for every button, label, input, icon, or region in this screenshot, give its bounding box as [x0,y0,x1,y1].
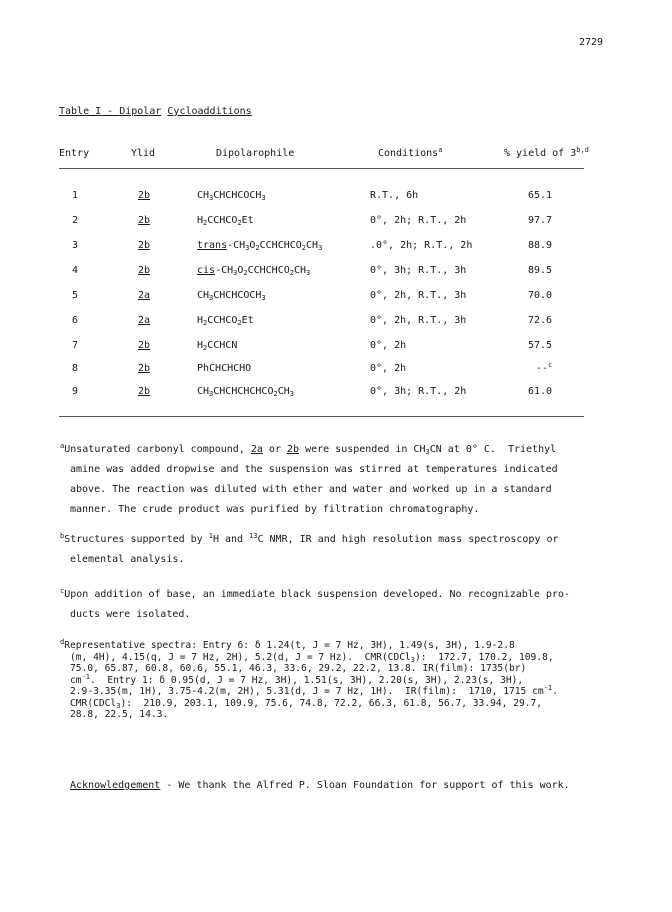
cell-yield [536,363,552,374]
cell-ylid: 2b [138,340,151,351]
cell-dipolarophile: $H_2CCHCN$ [197,340,238,352]
footnote-line: $cm^{-1}$. Entry 1: δ 0.95(d, J = 7 Hz, 3H), 1.51(s, 3H), 2.20(s, 3H), 2.23(s, 3H), [70,672,524,686]
table-title-word2: Cycloadditions [167,106,252,117]
cell-yield: 72.6 [528,315,553,326]
cell-yield-text: -- [536,363,549,374]
cell-conditions: 0°, 3h; R.T., 3h [370,265,467,276]
table-title-word1: Dipolar [119,106,162,117]
table-title-prefix: Table I - [59,106,120,117]
footnote-line: $^d$Representative spectra: Entry 6: δ 1.24(t, J = 7 Hz, 3H), 1.49(s, 3H), 1.9-2.8 [60,638,515,651]
footnote-label: a [60,442,65,450]
footnote-c [60,585,582,625]
footnote-line: 28.8, 22.5, 14.3. [70,709,169,720]
cell-entry: 6 [72,315,79,326]
cell-dipolarophile: trans-$CH_3O_2CCHCHCO_2CH_3$ [197,240,323,252]
footnote-line: 75.0, 65.87, 60.8, 60.6, 55.1, 46.3, 33.6, 29.2, 22.2, 13.8. IR(film): 1735(br) [70,663,527,674]
header-conditions [378,148,442,159]
cell-conditions: 0°, 2h; R.T., 2h [370,215,467,226]
acknowledgement-label: Acknowledgement [70,780,161,791]
footnote-a [60,440,582,520]
footnote-line: (m, 4H), 4.15(q, J = 7 Hz, 2H), 5.2(d, J = 7 Hz). CMR(CDCl$_3$): 172.7, 170.2, 109.8, [70,651,554,664]
cell-dipolarophile: $CH_3CHCHCOCH_3$ [197,190,266,202]
footnote-line: manner. The crude product was purified by filtration chromatography. [70,504,480,515]
header-conditions-text: Conditions [378,148,439,159]
page-number: 2729 [579,37,604,48]
footnote-line: ducts were isolated. [70,609,191,620]
cell-conditions: 0°, 2h, R.T., 3h [370,315,467,326]
cell-yield: 89.5 [528,265,553,276]
table-row [0,190,672,208]
table-row [0,315,672,333]
footnote-line: CMR(CDCl$_3$): 210.9, 203.1, 109.9, 75.6, 74.8, 72.2, 66.3, 61.8, 56.7, 33.94, 29.7, [70,697,543,710]
table-row [0,386,672,404]
cell-dipolarophile: PhCHCHCHO [197,363,252,374]
cell-dipolarophile: $H_2CCHCO_2Et$ [197,215,254,227]
cell-ylid: 2b [138,190,151,201]
footnote-line: $^b$Structures supported by $^1$H and $^{13}$C NMR, IR and high resolution mass spectroscopy or [60,532,559,545]
table-row [0,363,672,381]
cell-dipolarophile: $CH_3CHCHCOCH_3$ [197,290,266,302]
cell-ylid: 2b [138,215,151,226]
cell-conditions: 0°, 3h; R.T., 2h [370,386,467,397]
header-yield-text: % yield of 3 [504,148,577,159]
footnote-line: amine was added dropwise and the suspension was stirred at temperatures indicated [70,464,558,475]
cell-entry: 3 [72,240,79,251]
cell-dipolarophile: $CH_3CHCHCHCHCO_2CH_3$ [197,386,294,398]
footnote-b [60,530,582,570]
cell-yield: 97.7 [528,215,553,226]
footnote-line: 2.9-3.35(m, 1H), 3.75-4.2(m, 2H), 5.31(d, J = 7 Hz, 1H). IR(film): 1710, 1715 $cm^{-1}$. [70,684,558,697]
cell-conditions: 0°, 2h [370,363,407,374]
header-yield-sup: b,d [576,146,589,154]
cell-conditions: 0°, 2h, R.T., 3h [370,290,467,301]
cell-yield: 57.5 [528,340,553,351]
footnote-d [60,638,585,721]
cell-entry: 5 [72,290,79,301]
cell-conditions: .0°, 2h; R.T., 2h [370,240,473,251]
footnote-label: c [60,587,65,595]
footnote-line: $^c$Upon addition of base, an immediate black suspension developed. No recognizable pro- [60,587,570,600]
table-row [0,240,672,258]
table-row [0,215,672,233]
header-conditions-sup: a [438,146,443,154]
cell-ylid: 2b [138,240,151,251]
cell-conditions: R.T., 6h [370,190,419,201]
cell-dipolarophile: $H_2CCHCO_2Et$ [197,315,254,327]
footnote-line: above. The reaction was diluted with ether and water and worked up in a standard [70,484,552,495]
acknowledgement-text: - We thank the Alfred P. Sloan Foundation for support of this work. [160,780,570,791]
footnote-line: $^a$Unsaturated carbonyl compound, 2a or 2b were suspended in $CH_3CN$ at 0° C. Triethyl [60,442,557,456]
cell-dipolarophile: cis-$CH_3O_2CCHCHCO_2CH_3$ [197,265,311,277]
cell-yield: 65.1 [528,190,553,201]
cell-ylid: 2b [138,386,151,397]
cell-entry: 8 [72,363,79,374]
cell-yield: 88.9 [528,240,553,251]
cell-entry: 9 [72,386,79,397]
footnote-line: elemental analysis. [70,554,185,565]
header-ylid: Ylid [131,148,156,159]
cell-ylid: 2b [138,363,151,374]
cell-entry: 1 [72,190,79,201]
cell-yield: 70.0 [528,290,553,301]
header-entry: Entry [59,148,90,159]
cell-yield: 61.0 [528,386,553,397]
cell-entry: 7 [72,340,79,351]
header-dipolarophile: Dipolarophile [216,148,295,159]
table-rule-bottom [59,416,584,417]
cell-ylid: 2a [138,315,151,326]
table-title [59,106,252,117]
cell-entry: 4 [72,265,79,276]
footnote-label: b [60,532,65,540]
cell-yield-sup: c [548,361,553,369]
table-rule-top [59,168,584,169]
header-yield [504,148,589,159]
table-row [0,340,672,358]
cell-conditions: 0°, 2h [370,340,407,351]
cell-entry: 2 [72,215,79,226]
cell-ylid: 2b [138,265,151,276]
footnote-label: d [60,638,65,646]
table-row [0,290,672,308]
cell-ylid: 2a [138,290,151,301]
acknowledgement [70,780,570,791]
table-row [0,265,672,283]
